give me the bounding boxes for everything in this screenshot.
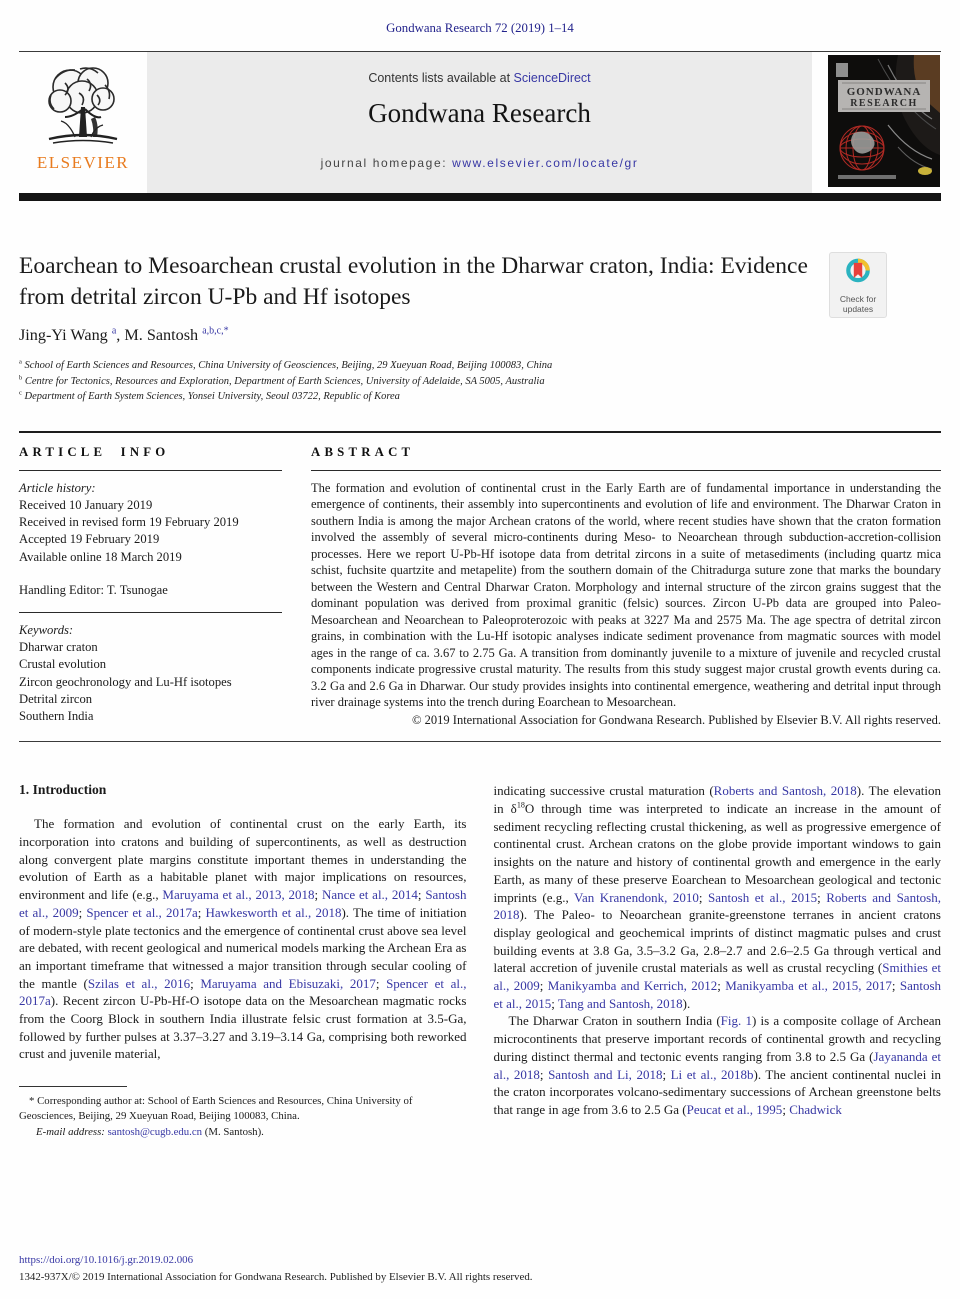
divider: [19, 612, 282, 613]
author-line: [19, 326, 941, 345]
inline-link[interactable]: a: [111, 325, 117, 337]
text-segment: ). Recent zircon U-Pb-Hf-O isotope data on the Mesoarchean magmatic rocks from the Coorg Block in southern India illustrate felsic crust formation at 3.5-Ga, followed by further pulses at 3.37–3.27 and 3.19–3.14 Ga, comprising both reworked crust and juvenile material,: [19, 993, 467, 1062]
affiliation-text: School of Earth Sciences and Resources, China University of Geosciences, Beijing, 29 Xueyuan Road, Beijing 100083, China: [21, 360, 553, 371]
inline-link[interactable]: Van Kranendonk, 2010: [574, 889, 699, 905]
keywords-label: Keywords:: [19, 623, 74, 637]
inline-link[interactable]: Nance et al., 2014: [321, 887, 418, 903]
corresponding-author-footnote: [19, 1086, 467, 1140]
masthead-bottom-bar: [19, 193, 941, 201]
keyword: Detrital zircon: [19, 691, 93, 706]
text-segment: ;: [78, 904, 87, 920]
paper-title: Eoarchean to Mesoarchean crustal evolution in the Dharwar craton, India: Evidence from detrital zircon U-Pb and Hf isotopes: [19, 253, 808, 310]
inline-link[interactable]: Roberts and Santosh, 2018: [493, 889, 941, 923]
homepage-line: [147, 156, 812, 170]
affiliation-text: Centre for Tectonics, Resources and Exploration, Department of Earth Sciences, University of Adelaide, SA 5005, Australia: [22, 375, 545, 387]
footnote-line-1: * Corresponding author at: School of Earth Sciences and Resources, China University of Geosciences, Beijing, 29 Xueyuan Road, Beijing 100083, China.: [19, 1095, 413, 1123]
text-segment: ). The Paleo- to Neoarchean granite-greenstone terranes in ancient cratons display geological and geochemical imprints of distinct magmatic pulses and crust building events at 3.8 Ga, 3.5–3.2 Ga, 2.8–2.7 and 2.6–2.5 Ga through vertical and lateral accretion of juvenile crustal materials as well as crustal recycling (: [493, 907, 941, 976]
text-segment: Jing-Yi Wang: [19, 326, 112, 344]
text-segment: ). The ancient continental nuclei in the craton incorporates volcano-sedimentary successions of Archean greenstone belts that range in age from 3.6 to 2.5 Ga (: [493, 1066, 941, 1117]
elsevier-wordmark: ELSEVIER: [36, 153, 130, 172]
keyword: Dharwar craton: [19, 640, 98, 655]
crossmark-icon: [841, 276, 875, 293]
text-segment: ;: [375, 975, 387, 991]
elsevier-tree-icon: [35, 57, 131, 153]
history-item: Received 10 January 2019: [19, 497, 153, 512]
text-segment: ).: [682, 995, 691, 1011]
history-item: Accepted 19 February 2019: [19, 532, 160, 547]
text-segment: The Dharwar Craton in southern India (: [508, 1013, 721, 1029]
check-updates-badge[interactable]: [829, 252, 887, 318]
journal-name: Gondwana Research: [368, 98, 591, 128]
abstract-heading: ABSTRACT: [311, 444, 415, 459]
affiliation-marker: b: [19, 374, 23, 382]
divider: [19, 741, 941, 742]
text-segment: ;: [817, 889, 827, 905]
text-segment: , M. Santosh: [116, 326, 203, 344]
abstract-copyright: © 2019 International Association for Gondwana Research. Published by Elsevier B.V. All rights reserved.: [412, 712, 941, 727]
affiliation-text: Department of Earth System Sciences, Yonsei University, Seoul 03722, Republic of Korea: [21, 391, 400, 403]
homepage-prefix: journal homepage:: [320, 156, 453, 170]
text-segment: ;: [197, 904, 206, 920]
intro-paragraph-1: [19, 815, 467, 1063]
inline-link[interactable]: Chadwick: [789, 1101, 842, 1117]
abstract-column: [311, 445, 941, 729]
page-footer: [19, 1252, 533, 1286]
text-segment: ) is a composite collage of Archean microcontinents that preserve important records of continental growth and recycling during distinct thermal and tectonic events ranging from 3.8 to 2.5 Ga (: [493, 1013, 941, 1064]
article-info-heading: ARTICLE INFO: [19, 444, 170, 459]
text-segment: ;: [551, 995, 558, 1011]
intro-paragraph-1-continued: [494, 782, 942, 1012]
text-segment: ;: [662, 1066, 671, 1082]
handling-editor: Handling Editor: T. Tsunogae: [19, 582, 168, 597]
divider: [19, 470, 282, 471]
inline-link[interactable]: Spencer et al., 2017a: [19, 975, 467, 1009]
text-segment: ;: [190, 975, 201, 991]
left-column: [19, 782, 467, 1139]
inline-link[interactable]: Santosh et al., 2015: [493, 978, 942, 1011]
check-updates-label-2: updates: [842, 304, 874, 314]
svg-text:GONDWANA: GONDWANA: [846, 86, 922, 98]
inline-link[interactable]: Manikyamba et al., 2015, 2017: [725, 978, 892, 994]
inline-link[interactable]: Santosh and Li, 2018: [548, 1066, 663, 1082]
inline-link[interactable]: Tang and Santosh, 2018: [557, 995, 683, 1011]
inline-link[interactable]: Santosh et al., 2009: [19, 887, 467, 920]
inline-link[interactable]: Li et al., 2018b: [670, 1066, 754, 1082]
inline-link[interactable]: Hawkesworth et al., 2018: [205, 904, 342, 920]
intro-paragraph-2: [494, 1012, 942, 1118]
text-segment: ;: [717, 978, 726, 994]
footnote-line-2: [19, 1125, 467, 1140]
affiliation-line: [19, 389, 941, 405]
inline-link[interactable]: Peucat et al., 1995: [686, 1101, 783, 1117]
inline-link[interactable]: Roberts and Santosh, 2018: [713, 783, 857, 799]
text-segment: ;: [539, 1066, 549, 1082]
title-block: [19, 251, 941, 405]
history-item: Available online 18 March 2019: [19, 549, 182, 564]
masthead: [19, 52, 941, 193]
spacer: [19, 566, 282, 582]
inline-link[interactable]: Santosh et al., 2015: [708, 889, 818, 905]
text-segment: ). The time of initiation of modern-style plate tectonics and the emergence of continental crust above sea level are debated, with recent geological and numerical models marking the Archean Era as an important timeframe that witnessed a major transition through secular cooling of the mantle (: [19, 904, 467, 991]
abstract-text: The formation and evolution of continental crust in the Early Earth are of fundamental importance in understanding the emergence of continents, their assembly into supercontinents and evolution of life and environment. The Dharwar Craton in southern India is among the major Archean cratons of the world, where recent studies have shown that the craton formation involved the assembly of several micro-continents during Meso- to Neoarchean through subduction-accretion-collision processes. Here we report U-Pb-Hf isotope data from detrital zircons in a suite of metasediments (including quartz mica schist, fuchsite quartzite and metapelite) from the southern domain of the Chitradurga suture zone that marks the boundary between the Western and Central Dharwar Craton. Morphology and internal structure of the zircon grains suggest that the dominant population was derived from proximal granitic (felsic) sources. Zircon U-Pb data are grouped into Paleo-Mesoarchean and Neoarchean to Paleoproterozoic with peaks at 3227 Ma and 2575 Ma. The age spectra of detrital zircon grains, in combination with the Lu-Hf isotopic analyses indicate sediment provenance from magmatic sources with model ages in the range of ca. 3.67 to 2.75 Ga. A transition from dominantly juvenile to a mixture of juvenile and recycled crustal components indicate progressive crustal maturity. The results from this study suggest major crustal growth events during ca. 3.2 Ga and 2.6 Ga in Dharwar. Our study provides insights into continental emergence, weathering and detrital input through river drainage systems into the trench during Eoarchean to Mesoarchean.: [311, 480, 941, 710]
inline-link[interactable]: Manikyamba and Kerrich, 2012: [547, 978, 718, 994]
inline-link[interactable]: Jayananda et al., 2018: [493, 1048, 941, 1082]
elsevier-logo[interactable]: [19, 52, 147, 193]
text-segment: ;: [417, 887, 426, 903]
text-segment: (M. Santosh).: [202, 1125, 264, 1138]
text-segment: ;: [891, 978, 900, 994]
sciencedirect-link[interactable]: ScienceDirect: [513, 71, 591, 85]
section-heading-introduction: 1. Introduction: [19, 782, 107, 798]
text-segment: ;: [698, 889, 709, 905]
affiliation-line: [19, 358, 941, 374]
keyword: Southern India: [19, 709, 94, 724]
text-segment: 18: [516, 800, 525, 810]
text-segment: O through time was interpreted to indicate an increase in the amount of sediment recycling reflecting crustal thickening, as well as progressive emergence of continental crust. Archean cratons on the globe provide important windows to gain insights on the nature and history of continental growth and emergence in the early Earth, as many of these preserve Eoarchean to Mesoarchean geological and tectonic imprints (e.g.,: [493, 800, 941, 905]
contents-prefix: Contents lists available at: [368, 71, 514, 85]
svg-text:RESEARCH: RESEARCH: [850, 98, 918, 109]
inline-link[interactable]: Spencer et al., 2017a: [86, 904, 198, 920]
affiliation-line: [19, 374, 941, 390]
journal-cover-thumbnail[interactable]: [827, 52, 941, 193]
text-segment: ;: [539, 978, 548, 994]
homepage-url-link[interactable]: www.elsevier.com/locate/gr: [452, 156, 639, 170]
right-column: [494, 782, 942, 1139]
inline-link[interactable]: Szilas et al., 2016: [87, 975, 191, 991]
masthead-center-panel: [147, 52, 812, 193]
text-segment: indicating successive crustal maturation (: [493, 783, 714, 799]
history-item: Received in revised form 19 February 2019: [19, 515, 239, 530]
info-abstract-section: [19, 433, 941, 729]
running-head-citation: Gondwana Research 72 (2019) 1–14: [386, 21, 574, 35]
inline-link[interactable]: Maruyama et al., 2013, 2018: [162, 887, 315, 903]
contents-line: [147, 71, 812, 85]
text-segment: ). The elevation in δ: [493, 783, 941, 816]
text-segment: The formation and evolution of continental crust on the early Earth, its incorporation into cratons and building of supercontinents, as well as destruction along convergent plate margins constitute important themes in understanding the evolution of Earth as a habitable planet with major implications on resources, environment and life (e.g.,: [19, 816, 467, 903]
history-label: Article history:: [19, 480, 96, 495]
affiliations: [19, 358, 941, 405]
inline-link[interactable]: Fig. 1: [720, 1013, 752, 1029]
doi-link[interactable]: https://doi.org/10.1016/j.gr.2019.02.006: [19, 1254, 194, 1267]
affiliation-marker: a: [19, 358, 22, 366]
inline-link[interactable]: Maruyama and Ebisuzaki, 2017: [200, 975, 376, 991]
text-segment: E-mail address:: [36, 1125, 108, 1138]
affiliation-marker: c: [19, 389, 22, 397]
footnote-divider: [19, 1086, 127, 1087]
inline-link[interactable]: santosh@cugb.edu.cn: [107, 1125, 203, 1138]
inline-link[interactable]: a,b,c,*: [202, 325, 229, 337]
text-segment: ;: [782, 1101, 790, 1117]
keyword: Crustal evolution: [19, 657, 107, 672]
text-segment: ;: [314, 887, 322, 903]
check-updates-label-1: Check for: [839, 294, 877, 304]
divider: [311, 470, 941, 471]
issn-copyright-line: 1342-937X/© 2019 International Association for Gondwana Research. Published by Elsevier B.V. All rights reserved.: [19, 1271, 533, 1284]
body-text: [19, 782, 941, 1139]
keyword: Zircon geochronology and Lu-Hf isotopes: [19, 674, 232, 689]
inline-link[interactable]: Smithies et al., 2009: [493, 960, 941, 994]
article-info-column: [19, 445, 282, 729]
